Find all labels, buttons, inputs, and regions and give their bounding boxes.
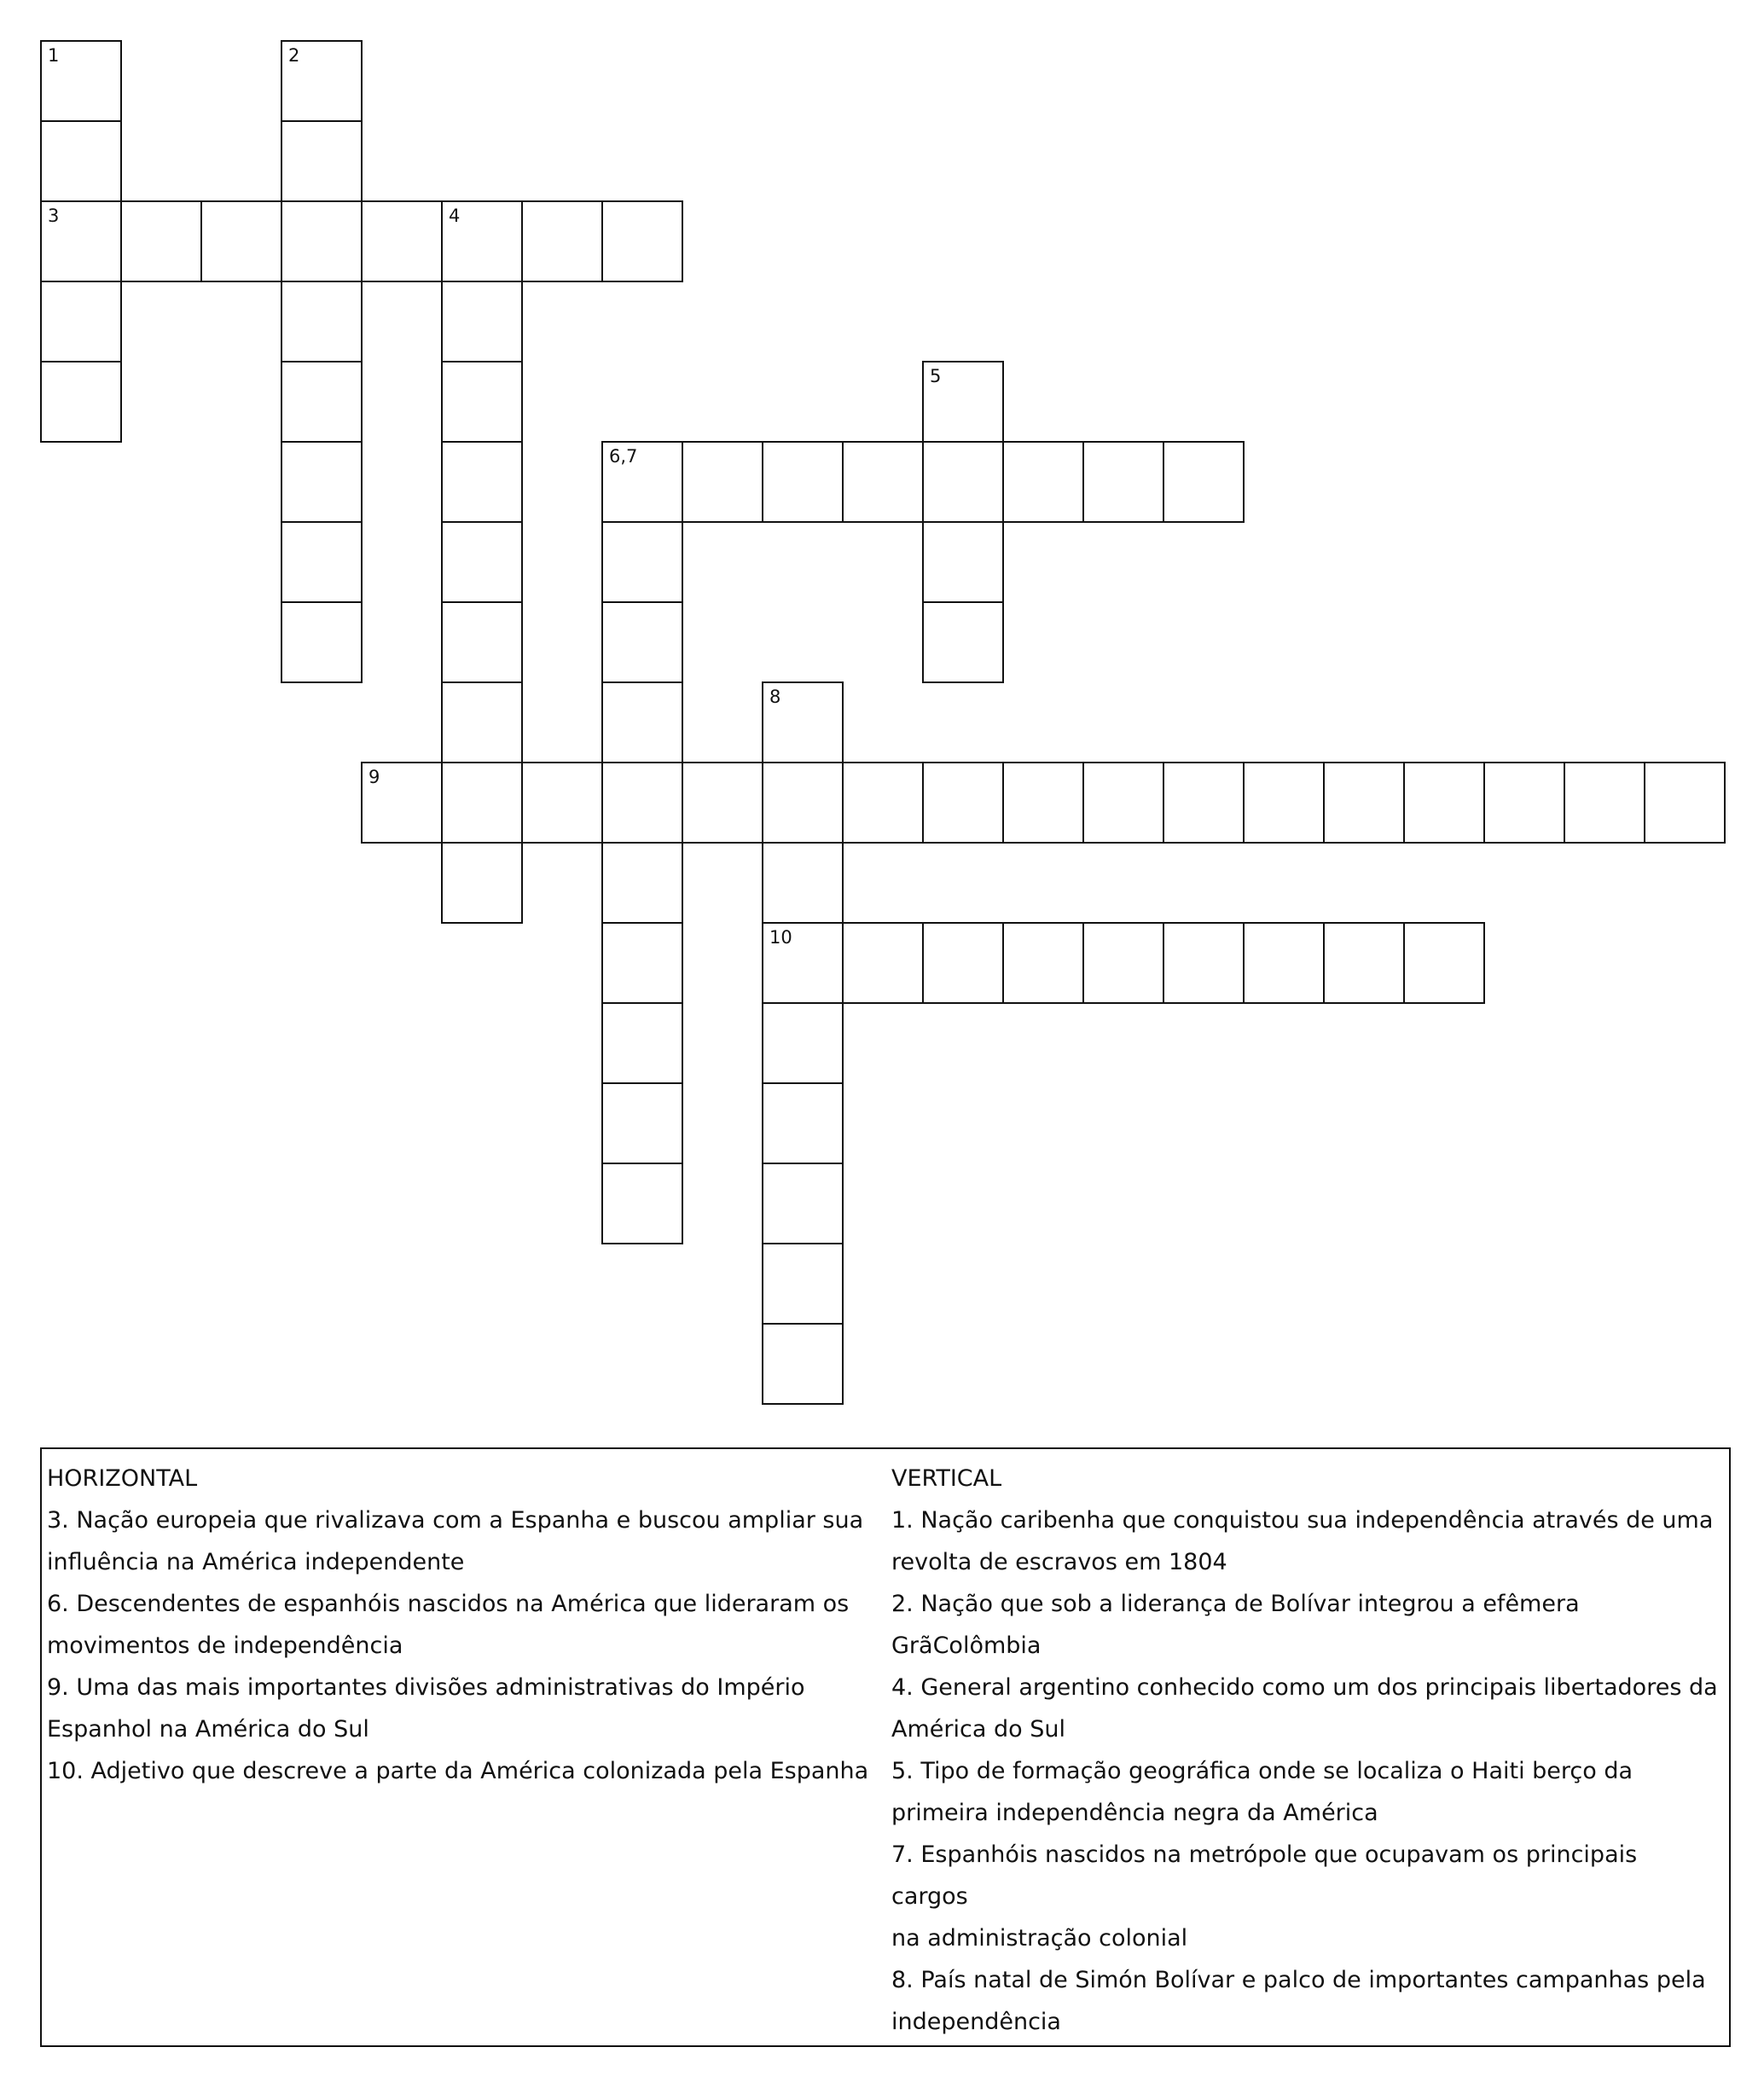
grid-cell[interactable] [441,281,523,362]
grid-cell[interactable] [762,1323,844,1405]
grid-cell[interactable] [922,361,1004,443]
grid-cell[interactable] [40,200,122,282]
clue-number: 9 [368,767,380,787]
grid-cell[interactable] [1403,922,1485,1004]
grid-cell[interactable] [1082,441,1164,523]
clue-1-line-1: 1. Nação caribenha que conquistou sua independência através de uma [891,1507,1714,1534]
clue-number: 6,7 [609,446,638,467]
grid-cell[interactable] [1002,441,1084,523]
grid-cell[interactable] [521,200,603,282]
clue-4-line-1: 4. General argentino conhecido como um dos principais libertadores da [891,1674,1718,1701]
grid-cell[interactable] [1323,762,1405,844]
grid-cell[interactable] [762,762,844,844]
grid-cell[interactable] [40,281,122,362]
grid-cell[interactable] [682,762,763,844]
clue-6-line-1: 6. Descendentes de espanhóis nascidos na América que lideraram os [47,1591,850,1617]
clue-4-line-2: América do Sul [891,1716,1065,1743]
grid-cell[interactable] [441,601,523,683]
grid-cell[interactable] [762,1002,844,1084]
clue-3-line-1: 3. Nação europeia que rivalizava com a Espanha e buscou ampliar sua [47,1507,864,1534]
grid-cell[interactable] [281,521,363,603]
grid-cell[interactable] [281,200,363,282]
clue-number: 2 [288,45,300,66]
grid-cell[interactable] [762,1082,844,1164]
grid-cell[interactable] [441,521,523,603]
grid-cell[interactable] [762,922,844,1004]
clue-7-line-2: na administração colonial [891,1925,1188,1952]
grid-cell[interactable] [521,762,603,844]
grid-cell[interactable] [1644,762,1726,844]
clues-box [40,1447,1731,2047]
clue-5-line-2: primeira independência negra da América [891,1800,1378,1826]
grid-cell[interactable] [762,1163,844,1244]
grid-cell[interactable] [762,441,844,523]
grid-cell[interactable] [601,762,683,844]
grid-cell[interactable] [1163,922,1245,1004]
clue-6-line-2: movimentos de independência [47,1633,403,1659]
grid-cell[interactable] [281,120,363,202]
grid-cell[interactable] [601,922,683,1004]
grid-cell[interactable] [922,521,1004,603]
grid-cell[interactable] [361,200,443,282]
vertical-clues [891,1458,1719,2043]
grid-cell[interactable] [120,200,202,282]
grid-cell[interactable] [1163,441,1245,523]
grid-cell[interactable] [601,1163,683,1244]
grid-cell[interactable] [1483,762,1565,844]
clue-number: 5 [930,366,942,386]
grid-cell[interactable] [1564,762,1645,844]
grid-cell[interactable] [601,521,683,603]
clue-9-line-2: Espanhol na América do Sul [47,1716,369,1743]
grid-cell[interactable] [601,681,683,763]
grid-cell[interactable] [200,200,282,282]
grid-cell[interactable] [601,441,683,523]
grid-cell[interactable] [1002,922,1084,1004]
clue-number: 8 [769,687,781,707]
grid-cell[interactable] [281,281,363,362]
clue-3-line-2: influência na América independente [47,1549,465,1575]
clue-1-line-2: revolta de escravos em 1804 [891,1549,1227,1575]
grid-cell[interactable] [1243,922,1325,1004]
clue-5-line-1: 5. Tipo de formação geográfica onde se localiza o Haiti berço da [891,1758,1633,1784]
grid-cell[interactable] [441,681,523,763]
grid-cell[interactable] [1243,762,1325,844]
grid-cell[interactable] [601,200,683,282]
grid-cell[interactable] [1323,922,1405,1004]
clue-2-line-2: GrãColômbia [891,1633,1042,1659]
grid-cell[interactable] [842,762,924,844]
clue-9-line-1: 9. Uma das mais importantes divisões administrativas do Império [47,1674,805,1701]
clue-number: 3 [48,206,60,226]
grid-cell[interactable] [281,40,363,122]
grid-cell[interactable] [1403,762,1485,844]
grid-cell[interactable] [281,441,363,523]
clue-number: 1 [48,45,60,66]
grid-cell[interactable] [922,762,1004,844]
grid-cell[interactable] [441,200,523,282]
grid-cell[interactable] [682,441,763,523]
grid-cell[interactable] [601,1002,683,1084]
grid-cell[interactable] [441,441,523,523]
grid-cell[interactable] [922,441,1004,523]
vertical-heading: VERTICAL [891,1465,1002,1492]
grid-cell[interactable] [762,842,844,924]
grid-cell[interactable] [1082,762,1164,844]
grid-cell[interactable] [601,842,683,924]
grid-cell[interactable] [1163,762,1245,844]
grid-cell[interactable] [842,441,924,523]
grid-cell[interactable] [441,842,523,924]
grid-cell[interactable] [762,681,844,763]
grid-cell[interactable] [1082,922,1164,1004]
clue-number: 10 [769,927,792,948]
grid-cell[interactable] [441,361,523,443]
grid-cell[interactable] [601,1082,683,1164]
clue-number: 4 [449,206,461,226]
clue-8-line-1: 8. País natal de Simón Bolívar e palco de importantes campanhas pela [891,1967,1706,1993]
horizontal-clues [47,1458,883,1792]
grid-cell[interactable] [762,1243,844,1325]
grid-cell[interactable] [922,922,1004,1004]
grid-cell[interactable] [922,601,1004,683]
clue-8-line-2: independência [891,2009,1061,2035]
clue-7-line-1: 7. Espanhóis nascidos na metrópole que ocupavam os principais cargos [891,1841,1638,1910]
grid-cell[interactable] [1002,762,1084,844]
grid-cell[interactable] [40,40,122,122]
grid-cell[interactable] [281,361,363,443]
grid-cell[interactable] [441,762,523,844]
grid-cell[interactable] [40,120,122,202]
clue-2-line-1: 2. Nação que sob a liderança de Bolívar integrou a efêmera [891,1591,1580,1617]
clue-10-line-1: 10. Adjetivo que descreve a parte da América colonizada pela Espanha [47,1758,869,1784]
grid-cell[interactable] [40,361,122,443]
grid-cell[interactable] [842,922,924,1004]
horizontal-heading: HORIZONTAL [47,1465,198,1492]
grid-cell[interactable] [361,762,443,844]
grid-cell[interactable] [601,601,683,683]
grid-cell[interactable] [281,601,363,683]
